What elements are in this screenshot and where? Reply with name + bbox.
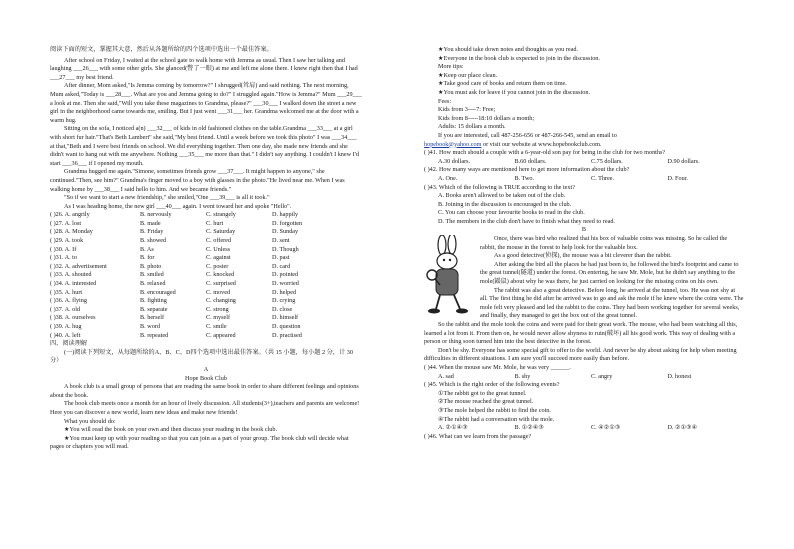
question-42: ( )42. How many ways are mentioned here to get more information about the club? (424, 166, 630, 174)
cloze-instruction: 阅读下面的短文，掌握其大意，然后从各题所给的四个选项中选出一个最佳答案。 (50, 46, 273, 53)
passage-line: Adults: 15 dollars a month. (438, 123, 506, 131)
option-row: ( )38. A. ourselves B. herself C. myself D. himself (50, 314, 299, 322)
question-46: ( )46. What can we learn from the passage? (424, 432, 532, 440)
option-row: ( )28. A. Monday B. Friday C. Saturday D. Sunday (50, 228, 299, 236)
event-item: ③The mole helped the rabbit to find the coin. (438, 406, 551, 414)
option[interactable]: B. Two. (514, 174, 535, 182)
option[interactable]: D. The members in the club don't have to finish what they need to read. (438, 217, 615, 225)
cloze-paragraph: Grandma hugged me again."Simone, sometimes friends grow ___37___. It might happen to anyone," she continued."Then, see him?" Grandma's finger moved to a boy with glasses in the photo."He lived near me. When I was walking home by ___38___ I said hello to him. And we became friends." (50, 168, 345, 193)
passage-paragraph: The rabbit was also a great detective. Before long, he arrived at the tunnel, too. He was not shy at all. The first thing he did after he arrived was to go and ask the mole if he knew where the coins were. The mole felt very pleased and led the rabbit to the coins. They had been working together for several weeks, and finally, they managed to get the box out of the great tunnel. (480, 286, 744, 320)
passage-line: ★Keep our place clean. (438, 71, 498, 79)
question-45: ( )45. Which is the right order of the following events? (424, 381, 560, 389)
q41-options (424, 158, 744, 167)
passage-letter: A (203, 365, 209, 373)
option-row: ( )31. A. to B. for C. against D. past (50, 254, 290, 262)
passage-paragraph: A book club is a small group of persons that are reading the same book in order to share different feelings and opinions about the book. (50, 383, 359, 399)
email-link[interactable]: hopebook@yahoo.com (424, 140, 482, 148)
option-row: ( )29. A. took B. showed C. offered D. sent (50, 237, 290, 245)
cloze-paragraph: "So if we want to start a new friendship," she smiled,"One ___39___ is all it took." (64, 194, 270, 202)
option-row: ( )40. A. left B. repeated C. appeared D. practised (50, 331, 302, 339)
option[interactable]: C. ④②①③ (591, 424, 621, 432)
option[interactable]: A. One. (438, 174, 458, 182)
option[interactable]: B. Joining in the discussion is encouraged in the club. (438, 200, 572, 208)
passage-line: Kids from 3----7: Free; (438, 106, 496, 114)
option[interactable]: D. honest (667, 372, 692, 380)
option-row: ( )27. A. lost B. made C. hurt D. forgotten (50, 219, 303, 227)
option[interactable]: B. shy (514, 372, 531, 380)
passage-line: Kids from 8-----18:10 dollars a month; (438, 114, 535, 122)
option[interactable]: A. sad (438, 372, 454, 380)
passage-line: Fees: (438, 97, 452, 105)
question-41: ( )41. How much should a couple with a 6-year-old son pay for being in the club for two months? (424, 149, 666, 157)
option[interactable]: B. ①②④③ (514, 424, 544, 432)
question-44: ( )44. When the mouse saw Mr. Mole, he was very ______. (424, 363, 571, 371)
passage-line: ★You must ask for leave if you cannot join in the discussion. (438, 88, 591, 96)
passage-paragraph: What you should do: (64, 417, 116, 425)
rabbit-detective-illustration (422, 235, 474, 315)
option[interactable]: C. Three. (591, 174, 615, 182)
passage-paragraph: Once, there was bird who realized that his box of valuable coins was missing. So he called the rabbit, the mouse in the forest to help look for the valuable box. (480, 235, 728, 251)
cloze-paragraph: After dinner, Mom asked,"Is Jemma coming by tomorrow?" I shrugged(耸肩) and said nothing. The next morning, Mum asked,"Today is ___28___. What are you and Jemma going to do?" I struggled again."How is Jemma?" Mum ___29___ a look at me. Then she said,"Will you take these magazines to Grandma, please?" ___30___ I walked down the street a new girl in the neighborhood came towards me, smiling. But I just went ___31___ her. Grandma welcomed me at the door with a warm hug. (50, 82, 362, 124)
event-item: ①The rabbit got to the great tunnel. (438, 389, 527, 397)
q44-options (424, 373, 744, 382)
section-instruction: (一)阅读下列短文，从每题所给的A、B、C、D四个选项中选出最佳答案。（共 15 小题，每小题 2 分，计 30 分） (50, 348, 353, 365)
option-row: ( )37. A. old B. separate C. strong D. close (50, 305, 293, 313)
question-43: ( )43. Which of the following is TRUE according to the text? (424, 183, 575, 191)
passage-paragraph: So the rabbit and the mole took the coins and were paid for their great work. The mouse, who had been watching all this, learned a lot from it. From then on, he would never allow shyness to ruin(破坏) all his good work. This way of dealing with a person or thing soon turned him into the best detective in the forest. (424, 321, 738, 346)
option-row: ( )26. A. angrily B. nervously C. strangely D. happily (50, 211, 299, 219)
option[interactable]: C. You can choose your favourite books to read in the club. (438, 209, 585, 217)
q42-options (424, 175, 744, 184)
option-row: ( )33. A. shouted B. smiled C. knocked D. pointed (50, 271, 299, 279)
passage-paragraph: ★You will read the book on your own and then discuss your reading in the book club. (64, 426, 278, 434)
q45-options (424, 424, 744, 433)
passage-line: ★Take good care of books and return them on time. (438, 80, 567, 88)
right-column (424, 46, 744, 441)
website-text: or visit our website at www.hopebookclub.com. (481, 140, 602, 148)
passage-letter: B (581, 226, 587, 234)
passage-paragraph: ★You must keep up with your reading so that you can join as a part of your group. The book club will decide what pages or chapters you will read. (50, 434, 349, 451)
event-item: ④The rabbit had a conversation with the mole. (438, 415, 555, 423)
option[interactable]: A.30 dollars. (438, 157, 471, 165)
passage-line: ★Everyone in the book club is expected to join in the discussion. (438, 54, 600, 62)
option-row: ( )34. A. interested B. relaxed C. surprised D. worried (50, 280, 299, 288)
cloze-paragraph: After school on Friday, I waited at the school gate to walk home with Jemma as usual. Then I saw her talking and laughing ___26___ with some other girls. She glanced(瞥了一眼) at me and left me alone there. I knew right then that I had ___27___ my best friend. (50, 56, 358, 81)
option-row: ( )30. A. If B. As C. Unless D. Though (50, 245, 299, 253)
option-row: ( )35. A. hurt B. encouraged C. moved D. helped (50, 288, 297, 296)
option[interactable]: A. Books aren't allowed to be taken out of the club. (438, 192, 566, 200)
event-item: ②The mouse reached the great tunnel. (438, 398, 534, 406)
option[interactable]: C.75 dollars. (591, 157, 623, 165)
passage-paragraph: The book club meets once a month for an hour of lively discussion. All students(3+),teachers and parents are welcome! Here you can discover a new world, learn new ideas and make new friends! (50, 400, 360, 416)
passage-line: More tips: (438, 63, 464, 71)
passage-line: ★You should take down notes and thoughts as you read. (438, 46, 578, 53)
option-row: ( )39. A. hug B. word C. smile D. question (50, 323, 301, 330)
option[interactable]: B.60 dollars. (514, 157, 547, 165)
option-row: ( )32. A. advertisement B. photo C. poster D. card (50, 262, 291, 270)
passage-line: If you are interested, call 487-256-656 or 487-266-545, send an email to (438, 131, 617, 139)
option[interactable]: D.90 dollars. (667, 157, 700, 165)
option[interactable]: D. Four. (667, 174, 688, 182)
option[interactable]: A. ②①④③ (438, 424, 468, 432)
passage-paragraph: As a good detective(侦探), the mouse was a bit cleverer than the rabbit. (494, 252, 672, 260)
option-row: ( )36. A. flying B. fighting C. changing D. crying (50, 297, 296, 305)
contact-line (424, 141, 744, 150)
passage-title: Hope Book Club (185, 374, 227, 382)
left-column (50, 46, 362, 452)
passage-paragraph: After asking the bird all the places he had just been to, he followed the bird's footprint and came to the great tunnel(隧道) under the forest. On entering, he saw Mr. Mole, but he didn't say anything to the mole(鼹鼠) about why he was there, he just carried on looking for the missing coins on his own. (480, 260, 739, 286)
cloze-paragraph: Sitting on the sofa, I noticed a(n) ___32___ of kids in old fashioned clothes on the table.Grandma ___33___ at a girl with short fur hair."That's Beth Lambert" she said,"My best friend. Until a week before we took this photo" I was ___34___ at that,"Beth and I were best friends on school. We did everything together. Then one day, she made new friends and she didn't want to hang out with me anywhere. Nothing ___35___ me more than that." I didn't say anything. I couldn't I knew I'd start ___36___ if I opened my mouth. (50, 125, 359, 167)
section-title: 四、阅读理解 (50, 340, 88, 348)
cloze-paragraph: As I was heading home, the new girl ___40___ again. I went toward her and spoke "Hello". (64, 202, 292, 210)
cloze-options (50, 211, 362, 340)
passage-paragraph: Don't be shy. Everyone has some special gift to offer to the world. And never be shy about asking for help when meeting difficulties in different situations. I am sure you'll succeed more easily than before. (424, 346, 737, 363)
option[interactable]: D. ②①③④ (667, 424, 698, 432)
option[interactable]: C. angry (591, 372, 613, 380)
